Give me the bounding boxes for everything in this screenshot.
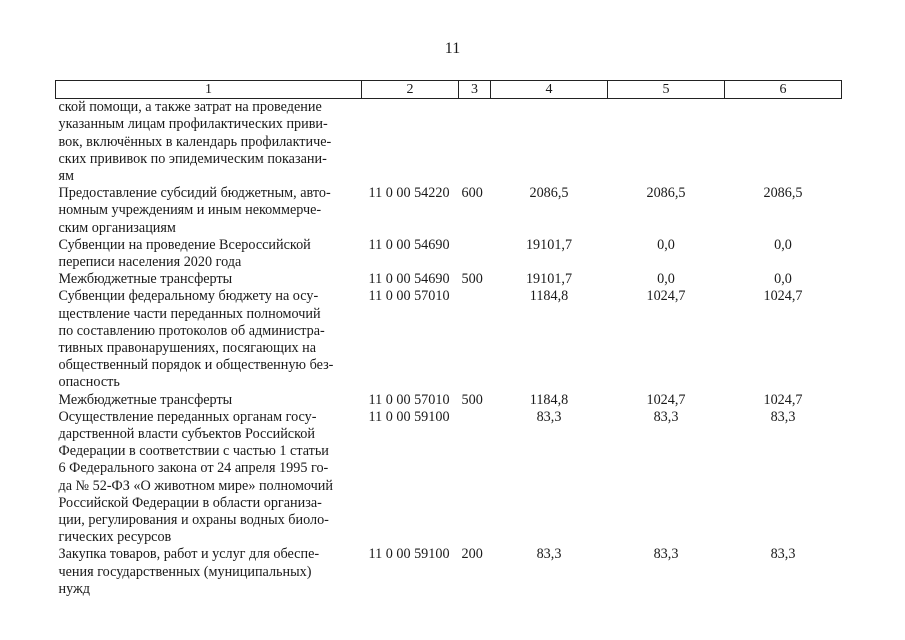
row-expense-type-cell: 500: [461, 391, 483, 408]
row-name-line: Российской Федерации в области организа-: [58, 494, 322, 511]
row-value-2022-cell: 83,3: [770, 546, 796, 563]
table-row: [56, 271, 842, 288]
budget-table-container: [55, 80, 841, 598]
column-header-1: 1: [56, 81, 362, 99]
row-value-2022-cell: 1024,7: [763, 288, 803, 305]
row-value-2020-cell: 2086,5: [529, 185, 569, 202]
row-name-line: ции, регулирования и охраны водных биоло-: [58, 512, 329, 529]
row-value-2021-cell: 2086,5: [646, 185, 686, 202]
row-name-line: дарственной власти субъектов Российской: [58, 426, 315, 443]
row-code-cell: 11 0 00 54690: [368, 236, 450, 253]
column-header-3: 3: [459, 81, 491, 99]
row-name-line: Предоставление субсидий бюджетным, авто-: [58, 185, 331, 202]
column-header-5: 5: [608, 81, 725, 99]
row-name-line: 6 Федерального закона от 24 апреля 1995 го-: [58, 460, 329, 477]
row-value-2021-cell: 83,3: [653, 546, 679, 563]
row-value-2020-cell: 1184,8: [529, 391, 569, 408]
row-name-cell: [56, 409, 362, 547]
table-row: [56, 288, 842, 391]
row-name-line: Субвенции на проведение Всероссийской: [58, 236, 311, 253]
table-row: [56, 546, 842, 598]
row-name-line: переписи населения 2020 года: [58, 254, 242, 271]
row-name-line: ям: [58, 168, 75, 185]
row-value-2022-cell: 0,0: [774, 271, 792, 288]
table-row: [56, 185, 842, 237]
row-code-cell: [362, 99, 459, 186]
row-value-2020-cell: 19101,7: [525, 271, 573, 288]
table-row: [56, 392, 842, 409]
row-value-2020-cell: 83,3: [536, 408, 562, 425]
row-name-line: вок, включённых в календарь профилактиче-: [58, 133, 332, 150]
table-row: [56, 237, 842, 271]
row-value-2020-cell: 83,3: [536, 546, 562, 563]
row-name-line: ским организациям: [58, 219, 176, 236]
row-name-line: опасность: [58, 374, 120, 391]
row-name-cell: [56, 288, 362, 391]
row-code-cell: 11 0 00 54220: [368, 185, 450, 202]
row-name-line: общественный порядок и общественную без-: [58, 357, 334, 374]
page-number: 11: [444, 40, 461, 57]
row-name-line: гических ресурсов: [58, 529, 172, 546]
row-name-line: Осуществление переданных органам госу-: [58, 408, 317, 425]
row-value-2022-cell: 83,3: [770, 408, 796, 425]
row-code-cell: 11 0 00 57010: [368, 288, 450, 305]
row-value-2021-cell: 0,0: [657, 236, 675, 253]
row-value-2021-cell: 1024,7: [646, 288, 686, 305]
row-value-2021-cell: 1024,7: [646, 391, 686, 408]
budget-table: [55, 80, 842, 598]
row-value-2022-cell: 2086,5: [763, 185, 803, 202]
row-name-cell: [56, 546, 362, 598]
table-row: [56, 409, 842, 547]
row-name-cell: [56, 185, 362, 237]
table-row: [56, 99, 842, 186]
row-expense-type-cell: 200: [461, 546, 483, 563]
column-header-2: 2: [362, 81, 459, 99]
row-name-line: Межбюджетные трансферты: [58, 391, 233, 408]
header-row: [56, 81, 842, 99]
row-value-2022-cell: [725, 99, 842, 186]
row-name-cell: [56, 99, 362, 186]
row-code-cell: 11 0 00 59100: [368, 546, 450, 563]
row-name-line: тивных правонарушениях, посягающих на: [58, 340, 317, 357]
row-expense-type-cell: [459, 288, 491, 391]
row-name-line: указанным лицам профилактических приви-: [58, 116, 328, 133]
row-value-2022-cell: 0,0: [774, 236, 792, 253]
row-value-2020-cell: 1184,8: [529, 288, 569, 305]
row-name-cell: [56, 271, 362, 288]
column-header-4: 4: [491, 81, 608, 99]
row-expense-type-cell: 500: [461, 271, 483, 288]
row-code-cell: 11 0 00 59100: [368, 408, 450, 425]
row-name-line: Межбюджетные трансферты: [58, 271, 233, 288]
row-name-line: ских прививок по эпидемическим показани-: [58, 150, 327, 167]
table-body: [56, 99, 842, 598]
row-name-cell: [56, 237, 362, 271]
row-name-line: ской помощи, а также затрат на проведение: [58, 99, 322, 116]
table-header: [56, 81, 842, 99]
row-code-cell: 11 0 00 57010: [368, 391, 450, 408]
row-value-2021-cell: [608, 99, 725, 186]
row-code-cell: 11 0 00 54690: [368, 271, 450, 288]
column-header-6: 6: [725, 81, 842, 99]
row-expense-type-cell: 600: [461, 185, 483, 202]
row-name-cell: [56, 392, 362, 409]
row-name-line: Закупка товаров, работ и услуг для обеспе-: [58, 546, 320, 563]
row-name-line: ществление части переданных полномочий: [58, 305, 321, 322]
row-value-2020-cell: 19101,7: [525, 236, 573, 253]
row-value-2022-cell: 1024,7: [763, 391, 803, 408]
row-value-2021-cell: 83,3: [653, 408, 679, 425]
row-name-line: да № 52-ФЗ «О животном мире» полномочий: [58, 477, 333, 494]
row-expense-type-cell: [459, 409, 491, 547]
row-name-line: Субвенции федеральному бюджету на осу-: [58, 288, 319, 305]
row-value-2021-cell: 0,0: [657, 271, 675, 288]
row-name-line: чения государственных (муниципальных): [58, 563, 312, 580]
row-name-line: Федерации в соответствии с частью 1 статьи: [58, 443, 329, 460]
row-expense-type-cell: [459, 99, 491, 186]
row-name-line: номным учреждениям и иным некоммерче-: [58, 202, 322, 219]
row-name-line: по составлению протоколов об администра-: [58, 322, 325, 339]
row-name-line: нужд: [58, 580, 91, 597]
row-value-2020-cell: [491, 99, 608, 186]
row-expense-type-cell: [459, 237, 491, 271]
